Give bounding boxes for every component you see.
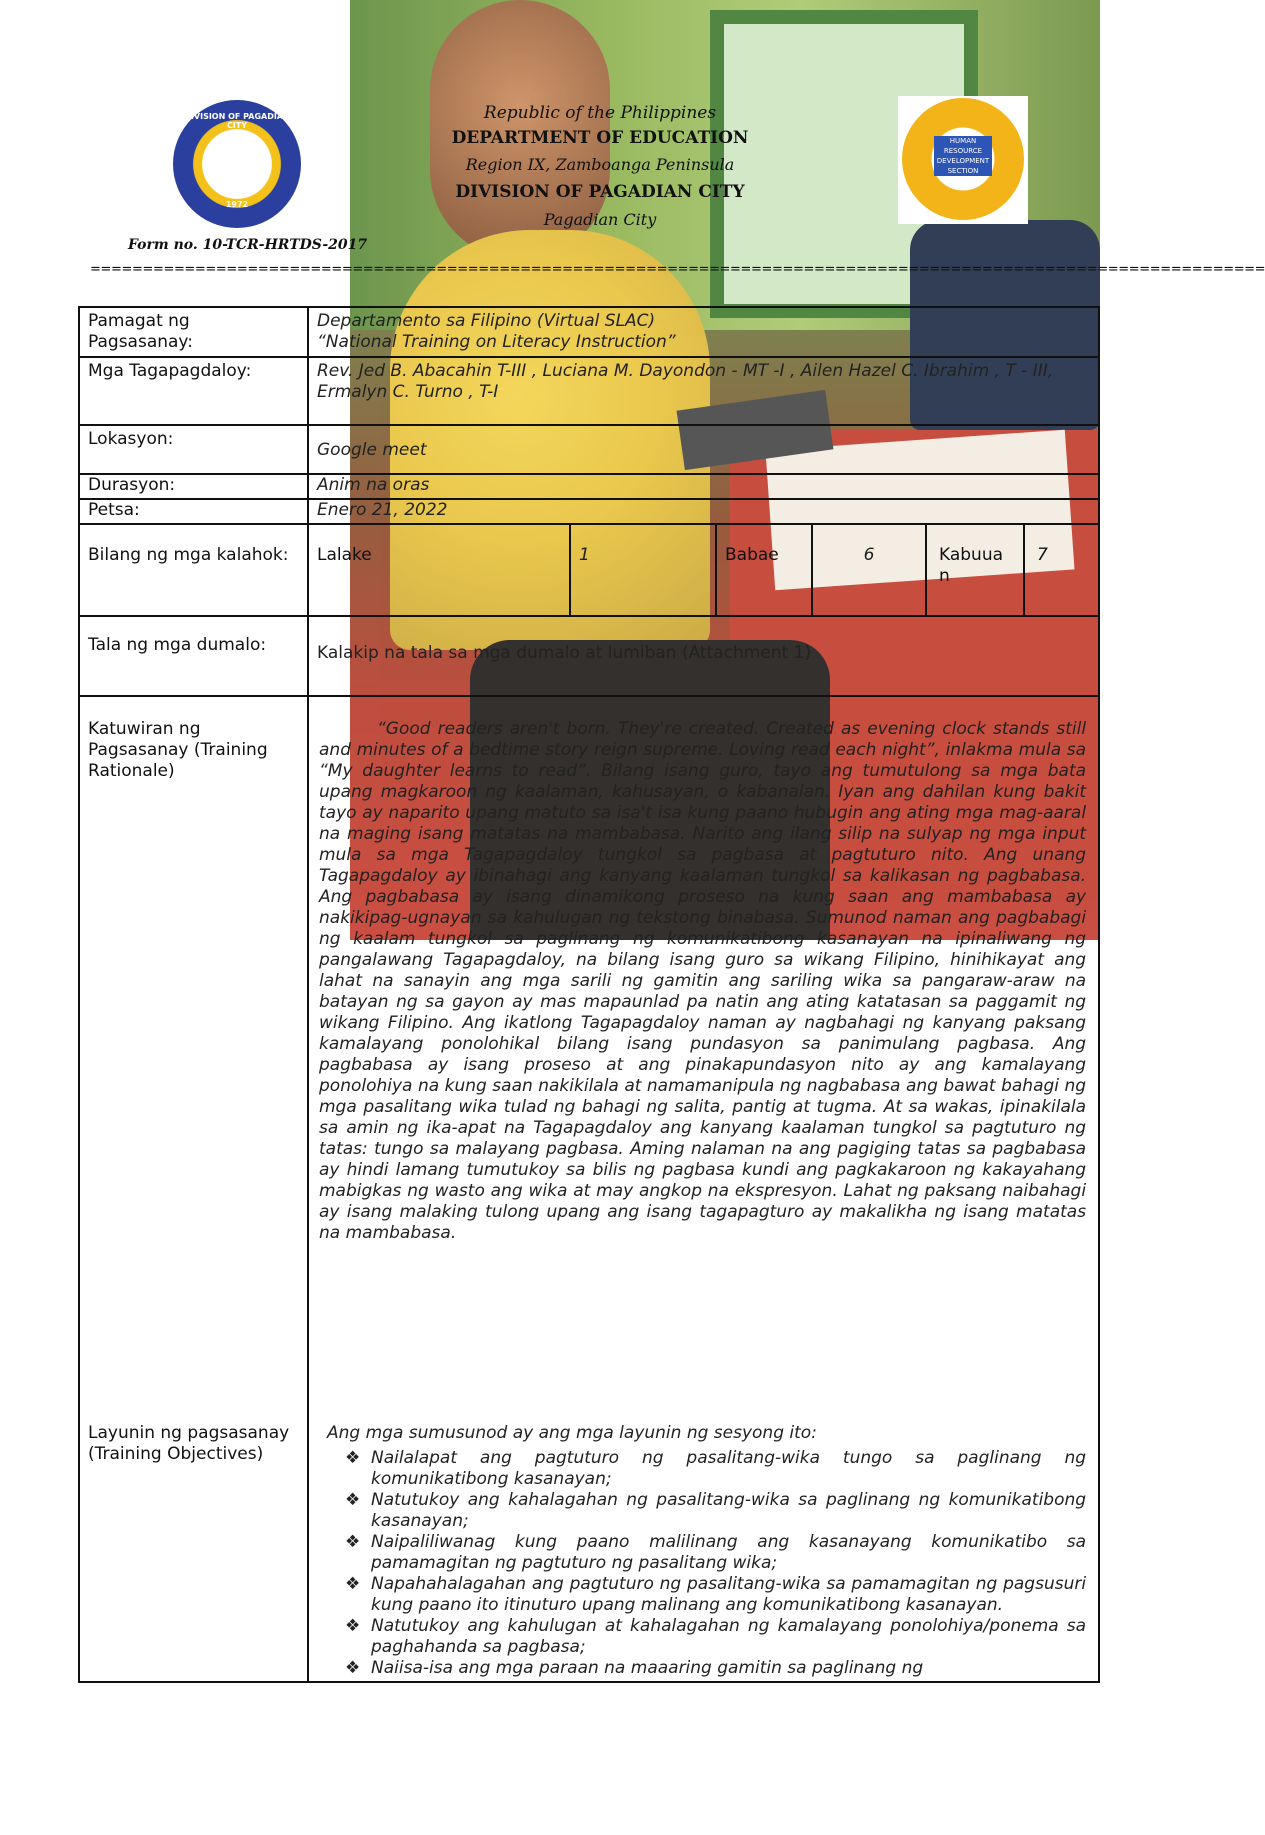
label-babae: Babae xyxy=(716,524,812,616)
row-pamagat xyxy=(79,307,1099,357)
hrds-logo-text: HUMAN RESOURCE DEVELOPMENT SECTION xyxy=(934,136,992,176)
label-petsa: Petsa: xyxy=(79,499,308,524)
header-region: Region IX, Zamboanga Peninsula xyxy=(465,155,735,174)
row-petsa xyxy=(79,499,1099,524)
value-durasyon: Anim na oras xyxy=(308,474,1099,499)
pamagat-line2: “National Training on Literacy Instruction” xyxy=(317,332,676,352)
row-kalahok xyxy=(79,524,1099,616)
seal-year: 1972 xyxy=(225,200,249,209)
header-department: DEPARTMENT OF EDUCATION xyxy=(451,128,749,148)
row-tala xyxy=(79,616,1099,696)
label-objectives: Layunin ng pagsasanay (Training Objectives) xyxy=(88,1423,290,1464)
header-division: DIVISION OF PAGADIAN CITY xyxy=(455,182,745,202)
label-durasyon: Durasyon: xyxy=(79,474,308,499)
value-petsa: Enero 21, 2022 xyxy=(308,499,1099,524)
value-tala: Kalakip na tala sa mga dumalo at lumiban (Attachment 1) xyxy=(308,616,1099,696)
objective-item: ❖ Nailalapat ang pagtuturo ng pasalitang-wika tungo sa paglinang ng komunikatibong kasanayan; xyxy=(371,1448,1086,1490)
row-lokasyon xyxy=(79,425,1099,474)
label-lokasyon: Lokasyon: xyxy=(79,425,308,474)
row-tagapagdaloy xyxy=(79,357,1099,425)
value-pamagat xyxy=(308,307,1099,357)
label-rationale: Katuwiran ng Pagsasanay (Training Rationale) xyxy=(88,719,268,781)
pamagat-line1: Departamento sa Filipino (Virtual SLAC) xyxy=(317,311,656,331)
training-report-table xyxy=(78,306,1100,1683)
seal-text: DIVISION OF PAGADIAN CITY xyxy=(184,112,290,130)
form-number: Form no. 10-TCR-HRTDS-2017 xyxy=(128,237,368,253)
header-divider: ================================================================================================================ xyxy=(90,262,1265,277)
value-babae: 6 xyxy=(812,524,926,616)
row-rationale-objectives xyxy=(79,696,1099,1682)
rationale-text: “Good readers aren't born. They're created. Created as evening clock stands still and minutes of a bedtime story reign supreme. Loving read each night”, inlakma mula sa “My daughter learns to read”. Bilang isang guro, tayo ang tumutulong sa mga bata upang magkaroon ng kaalaman, kahusayan, o kabanalan. Iyan ang dahilan kung bakit tayo ay naparito upang matuto sa isa't isa kung paano hubugin ang ating mga mag-aaral na maging isang matatas na mambabasa. Narito ang ilang silip na sulyap ng mga input mula sa mga Tagapagdaloy tungkol sa pagbasa at pagtuturo nito. Ang unang Tagapagdaloy ay ibinahagi ang kanyang kaalaman tungkol sa kalikasan ng pagbabasa. Ang pagbabasa ay isang dinamikong proseso na kung saan ang mambabasa ay nakikipag-ugnayan sa kahulugan ng tekstong binabasa. Sumunod naman ang pagbabagi ng kaalam tungkol sa paglinang ng komunikatibong kasanayan na ipinaliwang ng pangalawang Tagapagdaloy, na bilang isang guro sa wikang Filipino, hinihikayat ang lahat na sanayin ang mga sarili ng gamitin ang sariling wika sa pangaraw-araw na batayan ng sa gayon ay mas mapaunlad pa natin ang ating katatasan sa paggamit ng wikang Filipino. Ang ikatlong Tagapagdaloy naman ay nagbahagi ng kanyang paksang kamalayang ponolohikal bilang isang pundasyon sa panimulang pagbasa. Ang pagbabasa ay isang proseso at ang pinakapundasyon nito ay ang kamalayang ponolohiya na kung saan nakikilala at namamanipula ng nagbabasa ang bawat bahagi ng mga pasalitang wika tulad ng bahagi ng salita, pantig at tugma. At sa wakas, ipinakilala sa amin ng ika-apat na Tagapagdaloy ang kanyang kaalaman tungkol sa pagtuturo ng tatas: tungo sa malayang pagbasa. Aming nalaman na ang pagiging tatas sa pagbabasa ay hindi lamang tumutukoy sa bilis ng pagbasa kundi ang pagkakaroon ng kakayahang mabigkas ng wasto ang wika at may angkop na ekspresyon. Lahat ng paksang naibahagi ay isang malaking tulong upang ang isang tagapagturo ay makalikha ng isang matatas na mambabasa. xyxy=(319,719,1087,1243)
header-republic: Republic of the Philippines xyxy=(483,103,717,123)
objective-item: ❖ Natutukoy ang kahulugan at kahalagahan ng kamalayang ponolohiya/ponema sa paghahanda sa pagbasa; xyxy=(371,1616,1086,1658)
label-kalahok: Bilang ng mga kalahok: xyxy=(79,524,308,616)
value-lokasyon: Google meet xyxy=(308,425,1099,474)
label-kabuuan: Kabuua n xyxy=(927,525,1025,615)
objectives-intro: Ang mga sumusunod ay ang mga layunin ng sesyong ito: xyxy=(327,1423,817,1443)
label-pamagat: Pamagat ng Pagsasanay: xyxy=(79,307,308,357)
row-durasyon xyxy=(79,474,1099,499)
label-column xyxy=(79,696,308,1682)
objective-item: ❖ Naipaliliwanag kung paano malilinang ang kasanayang komunikatibo sa pamamagitan ng pagtuturo ng pasalitang wika; xyxy=(371,1532,1086,1574)
header-city: Pagadian City xyxy=(543,210,657,229)
objectives-list xyxy=(319,1448,1086,1679)
value-kabuuan: 7 xyxy=(1037,545,1048,565)
label-tala: Tala ng mga dumalo: xyxy=(79,616,308,696)
value-column xyxy=(308,696,1099,1682)
label-tagapagdaloy: Mga Tagapagdaloy: xyxy=(79,357,308,425)
value-tagapagdaloy: Rev. Jed B. Abacahin T-III , Luciana M. Dayondon - MT -I , Ailen Hazel C. Ibrahim , T - III, Ermalyn C. Turno , T-I xyxy=(308,357,1099,425)
objective-item: ❖ Natutukoy ang kahalagahan ng pasalitang-wika sa paglinang ng komunikatibong kasanayan; xyxy=(371,1490,1086,1532)
value-lalake: 1 xyxy=(570,524,716,616)
label-lalake: Lalake xyxy=(308,524,570,616)
kabuuan-cell xyxy=(926,524,1099,616)
objective-item: ❖ Naiisa-isa ang mga paraan na maaaring gamitin sa paglinang ng xyxy=(371,1658,1086,1679)
objective-item: ❖ Napahahalagahan ang pagtuturo ng pasalitang-wika sa pamamagitan ng pagsusuri kung paano ito itinuturo upang malinang ang komunikatibong kasanayan. xyxy=(371,1574,1086,1616)
